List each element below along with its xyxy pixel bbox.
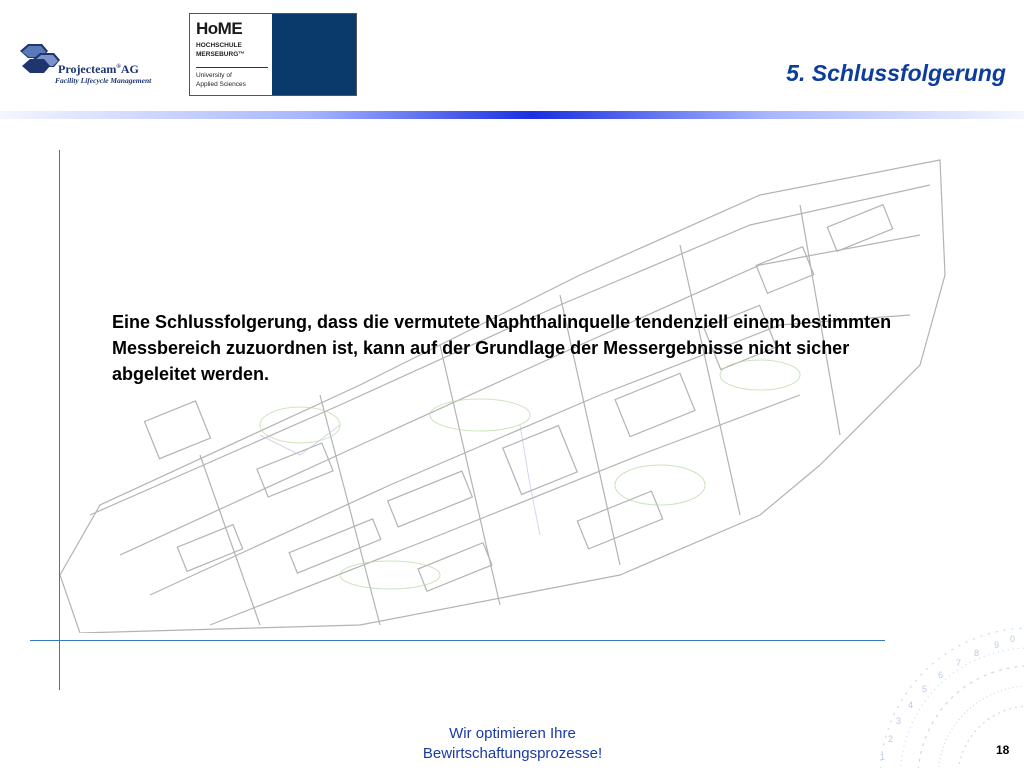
slide-title: 5. Schlussfolgerung <box>786 60 1006 86</box>
footer-slogan-line-2: Bewirtschaftungsprozesse! <box>422 745 603 762</box>
svg-text:3: 3 <box>896 716 902 726</box>
page-number: 18 <box>996 743 1010 757</box>
footer-slogan-line-1: Wir optimieren Ihre <box>449 725 576 742</box>
svg-text:2: 2 <box>888 734 894 744</box>
svg-text:1: 1 <box>880 752 886 762</box>
home-wordmark: HoME <box>196 19 243 38</box>
projecteam-wordmark: Projecteam®AG <box>58 62 139 76</box>
logo-color-block <box>272 14 356 95</box>
logo-line-applied-sciences: Applied Sciences <box>196 81 246 88</box>
conclusion-text: Eine Schlussfolgerung, dass die vermutete Naphthalinquelle tendenziell einem bestimmten Messbereich zuzuordnen ist, kann auf der Grundlage der Messergebnisse nicht sicher abgeleitet werden. <box>112 312 892 384</box>
logo-line-university: University of <box>196 72 232 79</box>
svg-text:6: 6 <box>938 670 944 680</box>
svg-text:9: 9 <box>994 640 1000 650</box>
projecteam-logo <box>18 42 158 92</box>
vertical-rule <box>59 150 60 690</box>
footer-slogan <box>380 724 645 764</box>
logo-line-merseburg: MERSEBURG™ <box>196 51 245 58</box>
horizontal-rule <box>30 640 885 641</box>
svg-text:7: 7 <box>956 658 962 668</box>
header-gradient-bar <box>0 111 1024 119</box>
logo-divider <box>196 67 268 68</box>
projecteam-tagline: Facility Lifecycle Management <box>55 76 152 85</box>
svg-text:5: 5 <box>922 684 928 694</box>
svg-text:4: 4 <box>908 700 914 710</box>
logo-line-hochschule: HOCHSCHULE <box>196 42 242 49</box>
svg-text:0: 0 <box>1010 634 1016 644</box>
svg-text:8: 8 <box>974 648 980 658</box>
site-map-image <box>60 155 950 633</box>
projecteam-hexagon-icon <box>18 42 62 76</box>
hochschule-merseburg-logo <box>189 13 357 96</box>
